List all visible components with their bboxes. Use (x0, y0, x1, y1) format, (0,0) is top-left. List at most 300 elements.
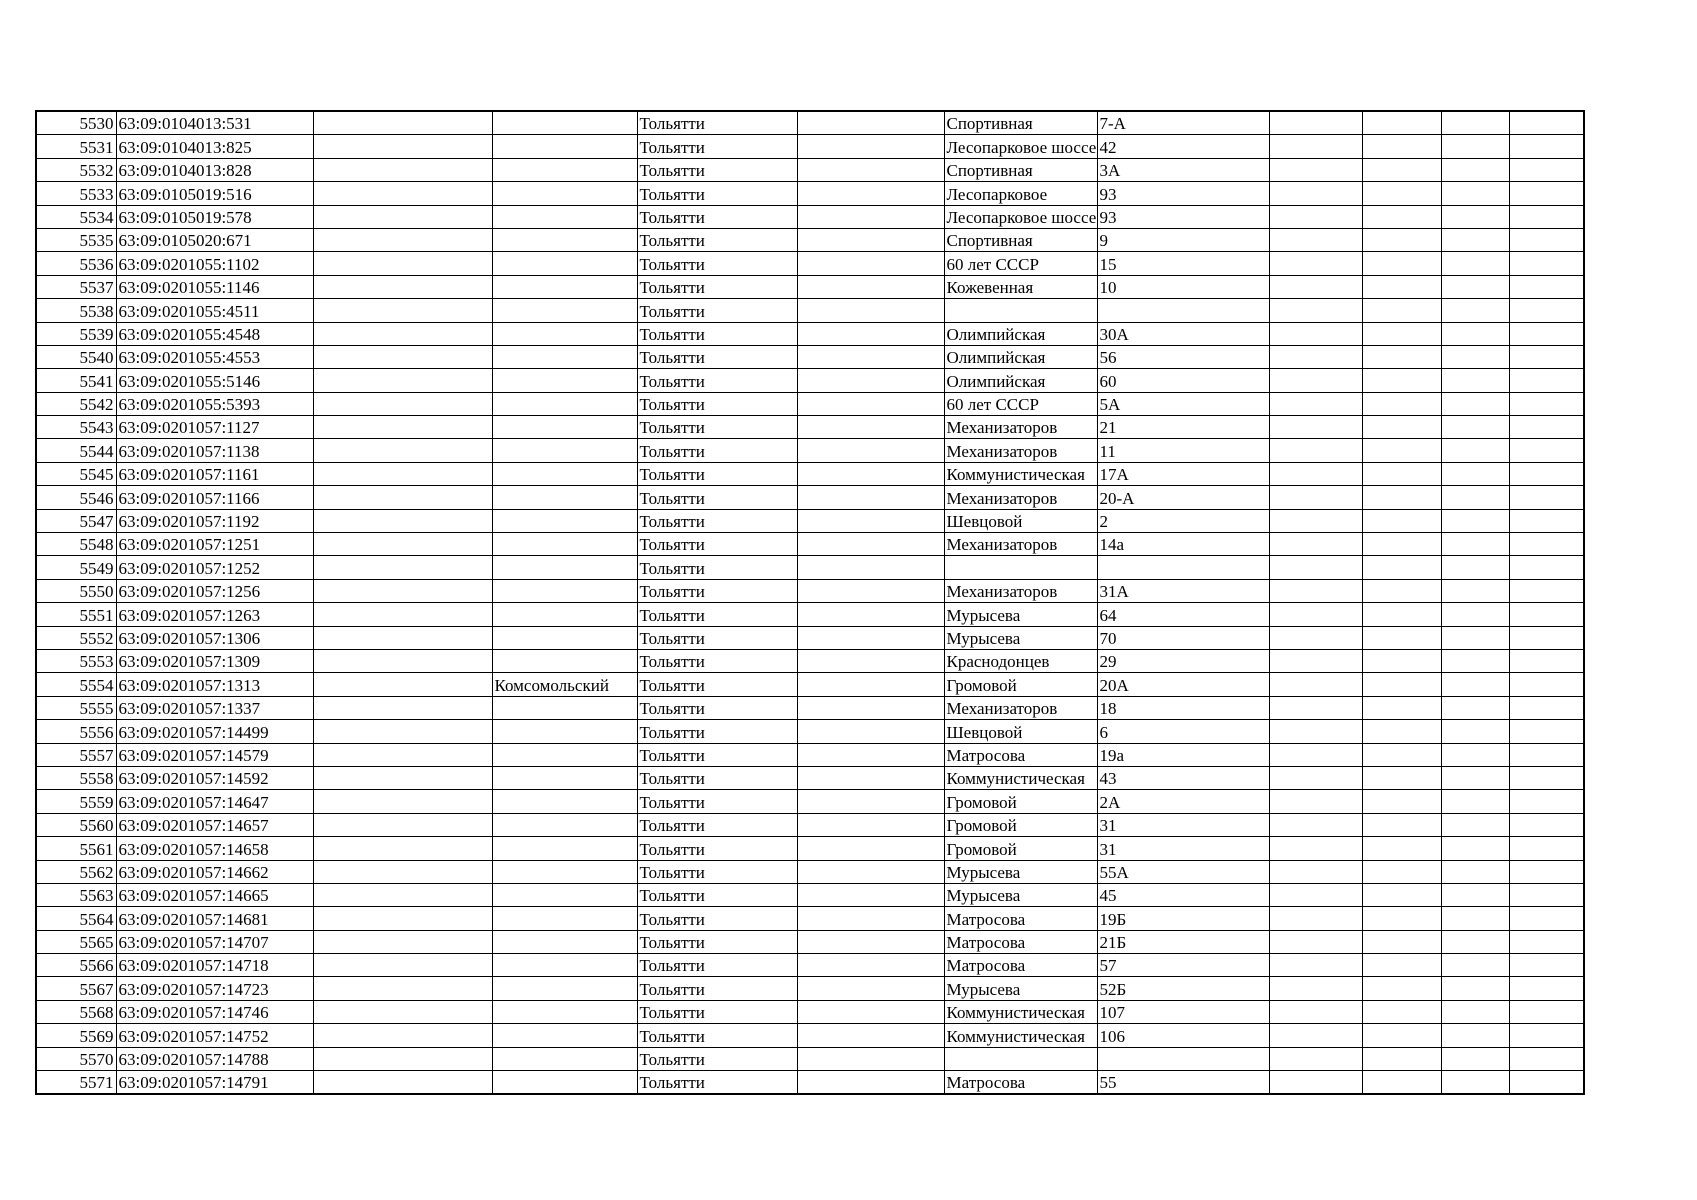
empty-cell (1362, 860, 1441, 883)
city-cell: Тольятти (637, 977, 797, 1000)
table-row (36, 860, 1584, 883)
street-cell: 60 лет СССР (944, 392, 1097, 415)
empty-cell (1441, 696, 1509, 719)
empty-cell (1509, 883, 1584, 906)
empty-cell (1269, 345, 1362, 368)
cadastral-number-cell: 63:09:0201057:14681 (116, 907, 313, 930)
cadastral-number-cell: 63:09:0201057:1306 (116, 626, 313, 649)
empty-cell (313, 883, 492, 906)
cadastral-number-cell: 63:09:0201057:14752 (116, 1024, 313, 1047)
city-cell: Тольятти (637, 158, 797, 181)
row-number-cell: 5537 (36, 275, 116, 298)
empty-cell (1441, 135, 1509, 158)
empty-cell (1362, 299, 1441, 322)
cadastral-number-cell: 63:09:0201057:14592 (116, 766, 313, 789)
city-cell: Тольятти (637, 275, 797, 298)
empty-cell (797, 673, 944, 696)
empty-cell (797, 1024, 944, 1047)
table-row (36, 883, 1584, 906)
street-cell: Мурысева (944, 626, 1097, 649)
street-cell: 60 лет СССР (944, 252, 1097, 275)
empty-cell (1509, 322, 1584, 345)
empty-cell (1509, 509, 1584, 532)
empty-cell (313, 579, 492, 602)
city-cell: Тольятти (637, 322, 797, 345)
empty-cell (1441, 1071, 1509, 1095)
table-row (36, 907, 1584, 930)
table-row (36, 533, 1584, 556)
empty-cell (797, 205, 944, 228)
empty-cell (1509, 158, 1584, 181)
empty-cell (1362, 486, 1441, 509)
empty-cell (797, 1071, 944, 1095)
empty-cell (797, 1000, 944, 1023)
empty-cell (1441, 1000, 1509, 1023)
table-row (36, 743, 1584, 766)
house-number-cell: 64 (1097, 603, 1269, 626)
row-number-cell: 5547 (36, 509, 116, 532)
city-cell: Тольятти (637, 509, 797, 532)
house-number-cell: 10 (1097, 275, 1269, 298)
empty-cell (797, 649, 944, 672)
empty-cell (1269, 228, 1362, 251)
empty-cell (1441, 930, 1509, 953)
house-number-cell: 7-А (1097, 111, 1269, 135)
street-cell: Мурысева (944, 883, 1097, 906)
empty-cell (1362, 720, 1441, 743)
district-cell (492, 111, 637, 135)
empty-cell (313, 696, 492, 719)
city-cell: Тольятти (637, 743, 797, 766)
empty-cell (1362, 1024, 1441, 1047)
house-number-cell: 57 (1097, 954, 1269, 977)
empty-cell (1269, 743, 1362, 766)
row-number-cell: 5571 (36, 1071, 116, 1095)
empty-cell (1362, 626, 1441, 649)
empty-cell (1509, 1071, 1584, 1095)
row-number-cell: 5545 (36, 462, 116, 485)
cadastral-number-cell: 63:09:0201057:14746 (116, 1000, 313, 1023)
empty-cell (313, 649, 492, 672)
street-cell: Матросова (944, 1071, 1097, 1095)
empty-cell (1441, 533, 1509, 556)
empty-cell (313, 158, 492, 181)
empty-cell (797, 533, 944, 556)
cadastral-number-cell: 63:09:0201057:1138 (116, 439, 313, 462)
row-number-cell: 5557 (36, 743, 116, 766)
row-number-cell: 5562 (36, 860, 116, 883)
house-number-cell: 2 (1097, 509, 1269, 532)
empty-cell (313, 837, 492, 860)
city-cell: Тольятти (637, 696, 797, 719)
district-cell (492, 1024, 637, 1047)
district-cell (492, 837, 637, 860)
empty-cell (1509, 228, 1584, 251)
district-cell (492, 579, 637, 602)
table-row (36, 205, 1584, 228)
empty-cell (1269, 883, 1362, 906)
empty-cell (313, 1047, 492, 1070)
house-number-cell: 106 (1097, 1024, 1269, 1047)
empty-cell (313, 1024, 492, 1047)
empty-cell (1269, 182, 1362, 205)
empty-cell (797, 860, 944, 883)
table-row (36, 579, 1584, 602)
empty-cell (1509, 603, 1584, 626)
street-cell: Громовой (944, 790, 1097, 813)
empty-cell (1362, 135, 1441, 158)
empty-cell (1509, 392, 1584, 415)
city-cell: Тольятти (637, 1071, 797, 1095)
house-number-cell: 31 (1097, 837, 1269, 860)
row-number-cell: 5532 (36, 158, 116, 181)
row-number-cell: 5538 (36, 299, 116, 322)
empty-cell (1509, 135, 1584, 158)
empty-cell (313, 860, 492, 883)
cadastral-number-cell: 63:09:0201057:14658 (116, 837, 313, 860)
city-cell: Тольятти (637, 720, 797, 743)
empty-cell (1362, 462, 1441, 485)
house-number-cell: 60 (1097, 369, 1269, 392)
street-cell: Шевцовой (944, 720, 1097, 743)
row-number-cell: 5550 (36, 579, 116, 602)
empty-cell (1362, 813, 1441, 836)
cadastral-number-cell: 63:09:0201055:4548 (116, 322, 313, 345)
empty-cell (1269, 954, 1362, 977)
empty-cell (1362, 883, 1441, 906)
street-cell: Механизаторов (944, 533, 1097, 556)
empty-cell (1362, 603, 1441, 626)
empty-cell (1362, 392, 1441, 415)
city-cell: Тольятти (637, 392, 797, 415)
empty-cell (797, 1047, 944, 1070)
empty-cell (1269, 369, 1362, 392)
table-row (36, 509, 1584, 532)
empty-cell (797, 907, 944, 930)
empty-cell (1362, 345, 1441, 368)
empty-cell (1509, 766, 1584, 789)
street-cell: Кожевенная (944, 275, 1097, 298)
city-cell: Тольятти (637, 182, 797, 205)
cadastral-number-cell: 63:09:0201057:14791 (116, 1071, 313, 1095)
house-number-cell: 55 (1097, 1071, 1269, 1095)
house-number-cell: 20-А (1097, 486, 1269, 509)
district-cell (492, 930, 637, 953)
empty-cell (1362, 766, 1441, 789)
empty-cell (1362, 649, 1441, 672)
city-cell: Тольятти (637, 930, 797, 953)
empty-cell (1362, 158, 1441, 181)
empty-cell (1509, 696, 1584, 719)
district-cell (492, 299, 637, 322)
district-cell (492, 649, 637, 672)
row-number-cell: 5568 (36, 1000, 116, 1023)
cadastral-number-cell: 63:09:0201057:14788 (116, 1047, 313, 1070)
street-cell: Краснодонцев (944, 649, 1097, 672)
row-number-cell: 5540 (36, 345, 116, 368)
empty-cell (313, 954, 492, 977)
cadastral-number-cell: 63:09:0201055:1102 (116, 252, 313, 275)
empty-cell (1441, 579, 1509, 602)
table-row (36, 603, 1584, 626)
empty-cell (1362, 673, 1441, 696)
city-cell: Тольятти (637, 790, 797, 813)
empty-cell (1269, 1071, 1362, 1095)
empty-cell (797, 837, 944, 860)
empty-cell (1509, 1024, 1584, 1047)
empty-cell (313, 603, 492, 626)
street-cell: Коммунистическая (944, 1000, 1097, 1023)
empty-cell (1509, 1047, 1584, 1070)
table-row (36, 369, 1584, 392)
empty-cell (1362, 1000, 1441, 1023)
table-row (36, 837, 1584, 860)
table-row (36, 111, 1584, 135)
city-cell: Тольятти (637, 1000, 797, 1023)
row-number-cell: 5558 (36, 766, 116, 789)
district-cell (492, 626, 637, 649)
district-cell (492, 766, 637, 789)
row-number-cell: 5561 (36, 837, 116, 860)
empty-cell (313, 930, 492, 953)
empty-cell (1269, 275, 1362, 298)
district-cell (492, 696, 637, 719)
street-cell: Коммунистическая (944, 462, 1097, 485)
empty-cell (1441, 486, 1509, 509)
city-cell: Тольятти (637, 813, 797, 836)
row-number-cell: 5534 (36, 205, 116, 228)
empty-cell (1269, 579, 1362, 602)
empty-cell (313, 322, 492, 345)
empty-cell (1269, 135, 1362, 158)
row-number-cell: 5552 (36, 626, 116, 649)
empty-cell (313, 673, 492, 696)
city-cell: Тольятти (637, 462, 797, 485)
house-number-cell: 21 (1097, 416, 1269, 439)
empty-cell (313, 299, 492, 322)
empty-cell (797, 556, 944, 579)
district-cell (492, 439, 637, 462)
table-row (36, 696, 1584, 719)
empty-cell (1509, 977, 1584, 1000)
empty-cell (313, 556, 492, 579)
street-cell: Спортивная (944, 158, 1097, 181)
cadastral-number-cell: 63:09:0201057:14579 (116, 743, 313, 766)
city-cell: Тольятти (637, 228, 797, 251)
cadastral-number-cell: 63:09:0201055:5146 (116, 369, 313, 392)
empty-cell (1269, 837, 1362, 860)
empty-cell (313, 720, 492, 743)
row-number-cell: 5567 (36, 977, 116, 1000)
house-number-cell: 31 (1097, 813, 1269, 836)
cadastral-number-cell: 63:09:0201057:1251 (116, 533, 313, 556)
empty-cell (1441, 1047, 1509, 1070)
district-cell (492, 813, 637, 836)
city-cell: Тольятти (637, 907, 797, 930)
cadastral-number-cell: 63:09:0201057:1161 (116, 462, 313, 485)
empty-cell (1362, 322, 1441, 345)
street-cell: Мурысева (944, 860, 1097, 883)
table-row (36, 345, 1584, 368)
empty-cell (1269, 205, 1362, 228)
empty-cell (1269, 252, 1362, 275)
empty-cell (1362, 416, 1441, 439)
city-cell: Тольятти (637, 860, 797, 883)
city-cell: Тольятти (637, 299, 797, 322)
empty-cell (313, 743, 492, 766)
table-row (36, 930, 1584, 953)
row-number-cell: 5535 (36, 228, 116, 251)
city-cell: Тольятти (637, 345, 797, 368)
empty-cell (1441, 392, 1509, 415)
empty-cell (313, 766, 492, 789)
district-cell (492, 252, 637, 275)
street-cell: Шевцовой (944, 509, 1097, 532)
row-number-cell: 5570 (36, 1047, 116, 1070)
empty-cell (1362, 439, 1441, 462)
empty-cell (1269, 1047, 1362, 1070)
house-number-cell: 21Б (1097, 930, 1269, 953)
empty-cell (1362, 743, 1441, 766)
row-number-cell: 5541 (36, 369, 116, 392)
cadastral-number-cell: 63:09:0105019:516 (116, 182, 313, 205)
cadastral-number-cell: 63:09:0105020:671 (116, 228, 313, 251)
city-cell: Тольятти (637, 603, 797, 626)
street-cell: Спортивная (944, 228, 1097, 251)
row-number-cell: 5548 (36, 533, 116, 556)
empty-cell (1509, 275, 1584, 298)
district-cell (492, 743, 637, 766)
register-body (36, 111, 1584, 1094)
table-row (36, 954, 1584, 977)
empty-cell (1509, 860, 1584, 883)
house-number-cell: 9 (1097, 228, 1269, 251)
empty-cell (1509, 369, 1584, 392)
table-row (36, 977, 1584, 1000)
cadastral-number-cell: 63:09:0105019:578 (116, 205, 313, 228)
cadastral-number-cell: 63:09:0201057:14718 (116, 954, 313, 977)
cadastral-number-cell: 63:09:0201055:4511 (116, 299, 313, 322)
district-cell (492, 883, 637, 906)
empty-cell (1509, 907, 1584, 930)
empty-cell (1509, 462, 1584, 485)
city-cell: Тольятти (637, 533, 797, 556)
street-cell: Олимпийская (944, 345, 1097, 368)
empty-cell (1362, 930, 1441, 953)
empty-cell (1269, 626, 1362, 649)
empty-cell (1509, 111, 1584, 135)
empty-cell (313, 182, 492, 205)
row-number-cell: 5566 (36, 954, 116, 977)
table-row (36, 182, 1584, 205)
empty-cell (797, 790, 944, 813)
empty-cell (797, 345, 944, 368)
empty-cell (1362, 1071, 1441, 1095)
empty-cell (1362, 369, 1441, 392)
empty-cell (1269, 860, 1362, 883)
register-table (35, 110, 1585, 1095)
empty-cell (313, 345, 492, 368)
empty-cell (313, 977, 492, 1000)
cadastral-number-cell: 63:09:0201057:14662 (116, 860, 313, 883)
cadastral-number-cell: 63:09:0201057:1263 (116, 603, 313, 626)
empty-cell (1362, 579, 1441, 602)
city-cell: Тольятти (637, 1024, 797, 1047)
empty-cell (797, 416, 944, 439)
empty-cell (1441, 720, 1509, 743)
empty-cell (1269, 533, 1362, 556)
table-row (36, 462, 1584, 485)
empty-cell (1269, 1024, 1362, 1047)
empty-cell (1269, 766, 1362, 789)
district-cell (492, 369, 637, 392)
empty-cell (797, 252, 944, 275)
empty-cell (1441, 205, 1509, 228)
empty-cell (1441, 790, 1509, 813)
district-cell (492, 603, 637, 626)
empty-cell (1441, 603, 1509, 626)
street-cell (944, 556, 1097, 579)
empty-cell (1269, 322, 1362, 345)
street-cell: Мурысева (944, 977, 1097, 1000)
district-cell (492, 790, 637, 813)
street-cell: Механизаторов (944, 696, 1097, 719)
table-row (36, 299, 1584, 322)
empty-cell (797, 369, 944, 392)
empty-cell (1269, 1000, 1362, 1023)
house-number-cell: 18 (1097, 696, 1269, 719)
empty-cell (1362, 205, 1441, 228)
street-cell: Лесопарковое шоссе (944, 135, 1097, 158)
empty-cell (797, 720, 944, 743)
house-number-cell: 93 (1097, 205, 1269, 228)
empty-cell (1269, 556, 1362, 579)
empty-cell (1269, 673, 1362, 696)
row-number-cell: 5544 (36, 439, 116, 462)
cadastral-number-cell: 63:09:0201057:14707 (116, 930, 313, 953)
empty-cell (1441, 860, 1509, 883)
street-cell: Олимпийская (944, 322, 1097, 345)
empty-cell (1441, 977, 1509, 1000)
district-cell (492, 158, 637, 181)
empty-cell (1441, 275, 1509, 298)
row-number-cell: 5542 (36, 392, 116, 415)
empty-cell (797, 954, 944, 977)
empty-cell (1269, 977, 1362, 1000)
house-number-cell: 14а (1097, 533, 1269, 556)
empty-cell (313, 813, 492, 836)
empty-cell (1269, 790, 1362, 813)
empty-cell (1269, 486, 1362, 509)
house-number-cell: 20А (1097, 673, 1269, 696)
street-cell: Громовой (944, 813, 1097, 836)
empty-cell (1509, 182, 1584, 205)
street-cell: Матросова (944, 954, 1097, 977)
empty-cell (1509, 205, 1584, 228)
empty-cell (1441, 228, 1509, 251)
house-number-cell: 43 (1097, 766, 1269, 789)
empty-cell (1269, 416, 1362, 439)
empty-cell (1269, 462, 1362, 485)
table-row (36, 766, 1584, 789)
house-number-cell: 2А (1097, 790, 1269, 813)
empty-cell (1441, 322, 1509, 345)
cadastral-number-cell: 63:09:0201055:4553 (116, 345, 313, 368)
empty-cell (1362, 533, 1441, 556)
district-cell (492, 720, 637, 743)
empty-cell (313, 1071, 492, 1095)
house-number-cell (1097, 1047, 1269, 1070)
